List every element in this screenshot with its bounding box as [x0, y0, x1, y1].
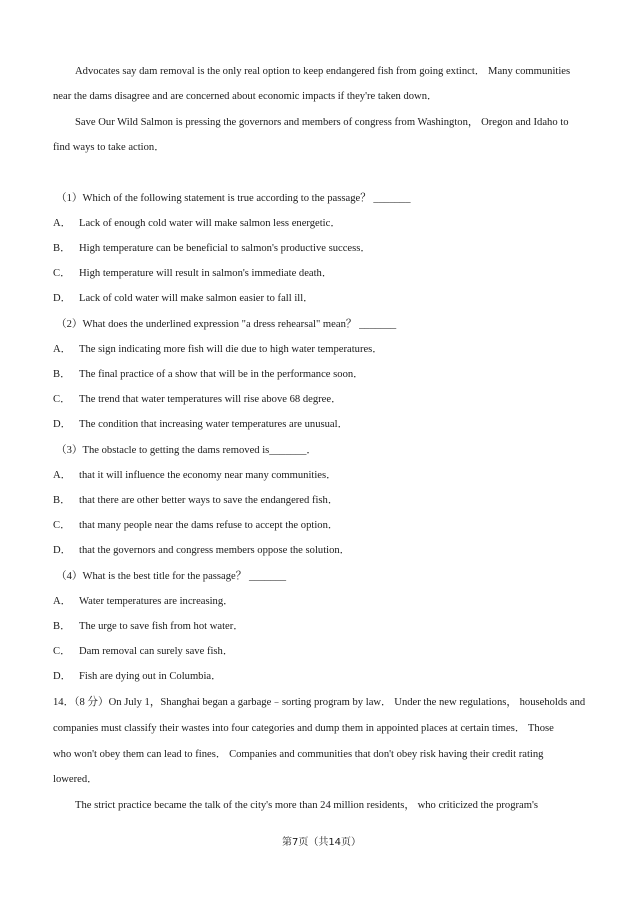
- option-text: that the governors and congress members oppose the solution．: [79, 545, 351, 556]
- answer-option: [53, 341, 383, 356]
- option-text: that it will influence the economy near many communities．: [79, 470, 337, 481]
- option-text: The condition that increasing water temperatures are unusual．: [79, 419, 349, 430]
- page-footer: 第7页（共14页）: [281, 837, 362, 848]
- option-letter: A．: [53, 470, 72, 481]
- option-letter: B．: [53, 243, 71, 254]
- passage-line: Advocates say dam removal is the only real option to keep endangered fish from going extinct． Many communities: [75, 66, 571, 77]
- option-letter: C．: [53, 394, 71, 405]
- option-letter: B．: [53, 369, 71, 380]
- answer-option: [53, 517, 338, 532]
- option-text: that there are other better ways to save the endangered fish．: [79, 495, 339, 506]
- option-letter: B．: [53, 621, 71, 632]
- question-stem: （4）What is the best title for the passage？ _______: [56, 571, 287, 582]
- answer-option: [53, 618, 244, 633]
- option-text: The final practice of a show that will be in the performance soon．: [79, 369, 364, 380]
- option-text: that many people near the dams refuse to accept the option．: [79, 520, 339, 531]
- passage-line: near the dams disagree and are concerned about economic impacts if they're taken down．: [53, 91, 438, 102]
- question-stem: （3）The obstacle to getting the dams removed is_______．: [56, 445, 317, 456]
- answer-option: [53, 593, 234, 608]
- question-stem: （1）Which of the following statement is true according to the passage？ _______: [56, 193, 411, 204]
- option-text: The trend that water temperatures will rise above 68 degree．: [79, 394, 342, 405]
- passage-line: find ways to take action．: [53, 142, 165, 153]
- option-letter: D．: [53, 293, 72, 304]
- q14-line: lowered．: [53, 774, 98, 785]
- option-letter: A．: [53, 344, 72, 355]
- option-letter: D．: [53, 419, 72, 430]
- option-text: Fish are dying out in Columbia．: [79, 671, 222, 682]
- answer-option: [53, 265, 332, 280]
- q14-line: The strict practice became the talk of the city's more than 24 million residents， who criticized the program's: [75, 800, 539, 811]
- answer-option: [53, 366, 364, 381]
- answer-option: [53, 492, 338, 507]
- q14-line: 14．（8 分）On July 1，Shanghai began a garbage﹣sorting program by law． Under the new regulations， households and: [53, 697, 586, 708]
- option-text: Lack of enough cold water will make salmon less energetic．: [79, 218, 341, 229]
- option-text: The sign indicating more fish will die due to high water temperatures．: [79, 344, 383, 355]
- option-letter: D．: [53, 545, 72, 556]
- q14-line: companies must classify their wastes into four categories and dump them in appointed places at certain times． Those: [53, 723, 554, 734]
- option-letter: D．: [53, 671, 72, 682]
- answer-option: [53, 643, 233, 658]
- option-text: Dam removal can surely save fish．: [79, 646, 234, 657]
- answer-option: [53, 542, 350, 557]
- option-text: Water temperatures are increasing．: [79, 596, 234, 607]
- answer-option: [53, 668, 222, 683]
- option-letter: C．: [53, 646, 71, 657]
- q14-line: who won't obey them can lead to fines． Companies and communities that don't obey risk having their credit rating: [53, 749, 544, 760]
- answer-option: [53, 391, 342, 406]
- option-text: Lack of cold water will make salmon easier to fall ill．: [79, 293, 314, 304]
- answer-option: [53, 416, 348, 431]
- option-letter: B．: [53, 495, 71, 506]
- question-stem: （2）What does the underlined expression "a dress rehearsal" mean？ _______: [56, 319, 397, 330]
- option-letter: A．: [53, 218, 72, 229]
- option-letter: A．: [53, 596, 72, 607]
- option-letter: C．: [53, 268, 71, 279]
- answer-option: [53, 240, 371, 255]
- option-text: High temperature will result in salmon's immediate death．: [79, 268, 333, 279]
- option-text: High temperature can be beneficial to salmon's productive success．: [79, 243, 371, 254]
- option-text: The urge to save fish from hot water．: [79, 621, 244, 632]
- answer-option: [53, 215, 341, 230]
- answer-option: [53, 467, 337, 482]
- option-letter: C．: [53, 520, 71, 531]
- passage-line: Save Our Wild Salmon is pressing the governors and members of congress from Washington， Oregon and Idaho to: [75, 117, 569, 128]
- answer-option: [53, 290, 314, 305]
